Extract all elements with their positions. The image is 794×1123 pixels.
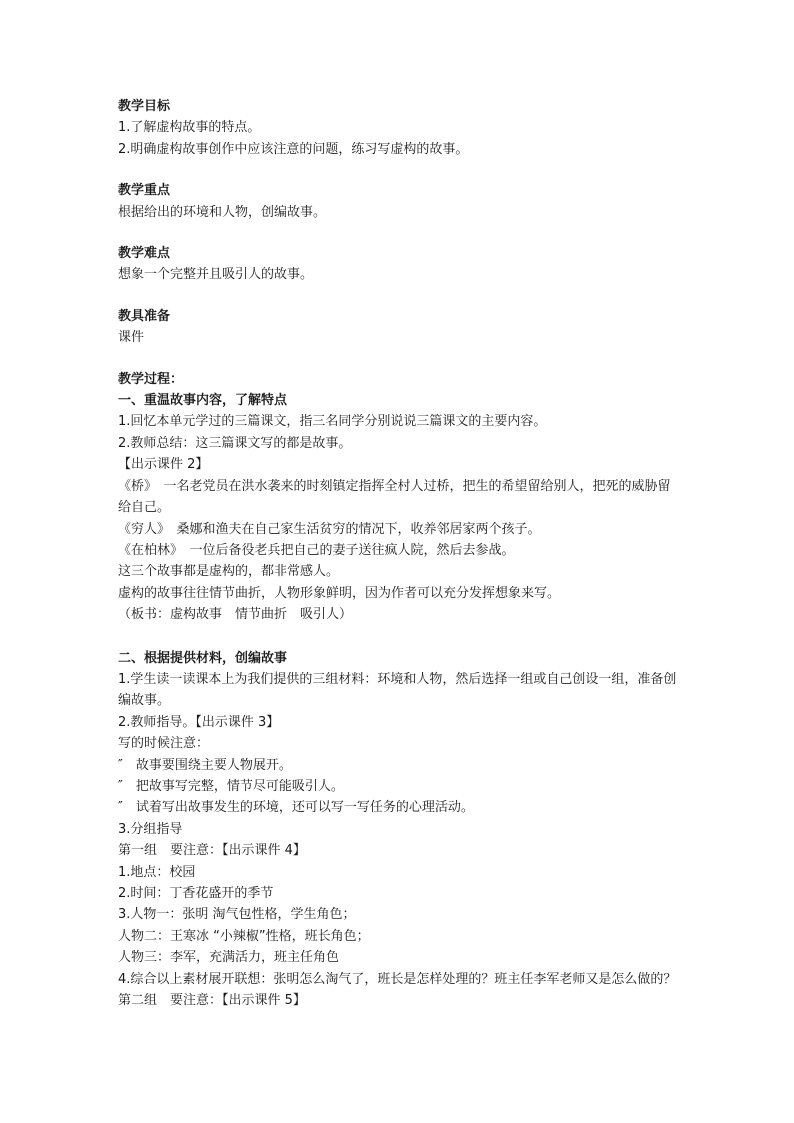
- part2-line-4: ″ 故事要围绕主要人物展开。: [118, 757, 292, 773]
- part2-line-3: 写的时候注意：: [118, 736, 210, 752]
- section-title-difficulty: 教学难点: [118, 246, 171, 262]
- part2-line-10: 2.时间：丁香花盛开的季节: [118, 886, 274, 901]
- section-title-prep: 教具准备: [118, 308, 171, 324]
- part2-title: 二、根据提供材料，创编故事: [118, 650, 288, 666]
- part2-line-11: 3.人物一：张明 淘气包性格，学生角色；: [118, 907, 356, 923]
- part1-line-6: 《在柏林》 一位后备役老兵把自己的妻子送往疯人院，然后去参战。: [118, 542, 515, 558]
- part1-line-4: 《桥》 一名老党员在洪水袭来的时刻镇定指挥全村人过桥，把生的希望留给别人，把死的威胁留给自己。: [118, 478, 671, 516]
- part2-line-7: 3.分组指导: [118, 821, 183, 837]
- section-title-key: 教学重点: [118, 183, 171, 199]
- part2-line-5: ″ 把故事写完整，情节尽可能吸引人。: [118, 778, 344, 794]
- part2-line-6: ″ 试着写出故事发生的环境，还可以写一写任务的心理活动。: [118, 800, 474, 816]
- part2-line-1: 1.学生读一读课本上为我们提供的三组材料：环境和人物，然后选择一组或自己创设一组，准备创编故事。: [118, 671, 677, 709]
- part2-line-8: 第一组 要注意：【出示课件 4】: [118, 843, 306, 859]
- part1-line-2: 2.教师总结：这三篇课文写的都是故事。: [118, 435, 352, 451]
- prep-line-1: 课件: [118, 330, 145, 346]
- part1-line-3: 【出示课件 2】: [118, 457, 209, 473]
- part1-line-7: 这三个故事都是虚构的，都非常感人。: [118, 564, 340, 580]
- part2-line-14: 4.综合以上素材展开联想：张明怎么淘气了，班长是怎样处理的？班主任李军老师又是怎么做的？: [118, 971, 677, 987]
- part1-line-9: （板书：虚构故事 情节曲折 吸引人）: [118, 607, 353, 623]
- difficulty-line-1: 想象一个完整并且吸引人的故事。: [118, 267, 314, 283]
- part2-line-13: 人物三：李军，充满活力，班主任角色: [118, 950, 340, 966]
- part2-line-12: 人物二：王寒冰 “小辣椒”性格，班长角色；: [118, 928, 370, 944]
- goals-line-2: 2.明确虚构故事创作中应该注意的问题，练习写虚构的故事。: [118, 141, 469, 157]
- part2-line-9: 1.地点：校园: [118, 864, 196, 880]
- part1-line-1: 1.回忆本单元学过的三篇课文，指三名同学分别说说三篇课文的主要内容。: [118, 414, 547, 430]
- part2-line-2: 2.教师指导。【出示课件 3】: [118, 714, 280, 730]
- document-page: [118, 96, 678, 1011]
- part2-line-15: 第二组 要注意：【出示课件 5】: [118, 993, 306, 1009]
- goals-line-1: 1.了解虚构故事的特点。: [118, 120, 261, 136]
- section-title-process: 教学过程：: [118, 371, 184, 387]
- part1-line-8: 虚构的故事往往情节曲折，人物形象鲜明，因为作者可以充分发挥想象来写。: [118, 585, 561, 601]
- key-line-1: 根据给出的环境和人物，创编故事。: [118, 204, 327, 220]
- section-title-goals: 教学目标: [118, 99, 171, 114]
- part1-title: 一、重温故事内容，了解特点: [118, 393, 288, 409]
- part1-line-5: 《穷人》 桑娜和渔夫在自己家生活贫穷的情况下，收养邻居家两个孩子。: [118, 521, 541, 537]
